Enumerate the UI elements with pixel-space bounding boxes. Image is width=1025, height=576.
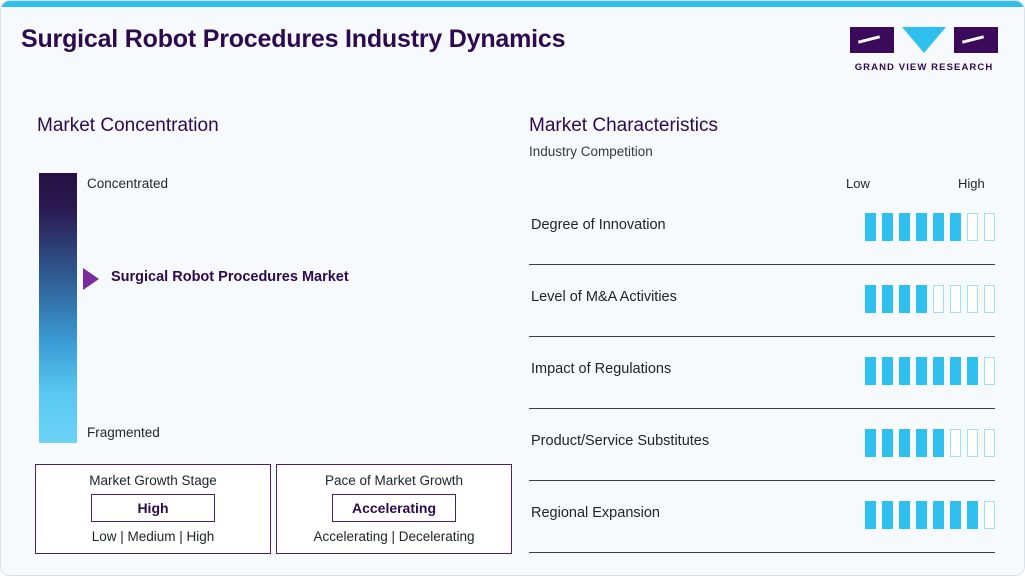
rating-pip-filled bbox=[916, 213, 927, 241]
rating-pip-empty bbox=[984, 213, 995, 241]
logo-marks bbox=[850, 27, 998, 57]
characteristic-row bbox=[529, 193, 995, 265]
rating-pip-filled bbox=[882, 285, 893, 313]
logo-box-left-icon bbox=[850, 27, 894, 53]
rating-pip-filled bbox=[933, 213, 944, 241]
rating-pip-filled bbox=[933, 429, 944, 457]
characteristic-label: Impact of Regulations bbox=[531, 361, 672, 377]
rating-pip-filled bbox=[899, 501, 910, 529]
market-position-label: Surgical Robot Procedures Market bbox=[111, 269, 349, 285]
top-accent-bar bbox=[1, 1, 1025, 7]
rating-pip-filled bbox=[933, 501, 944, 529]
characteristic-rating-pips bbox=[865, 357, 995, 385]
concentration-bottom-label: Fragmented bbox=[87, 425, 160, 440]
scale-high-label: High bbox=[958, 176, 985, 191]
characteristic-rating-pips bbox=[865, 213, 995, 241]
rating-pip-empty bbox=[950, 429, 961, 457]
characteristic-label: Regional Expansion bbox=[531, 505, 660, 521]
scale-low-label: Low bbox=[846, 176, 870, 191]
rating-pip-filled bbox=[933, 357, 944, 385]
characteristic-row bbox=[529, 337, 995, 409]
pace-of-growth-header: Pace of Market Growth bbox=[324, 473, 464, 488]
rating-pip-filled bbox=[865, 501, 876, 529]
characteristic-label: Degree of Innovation bbox=[531, 217, 666, 233]
characteristic-row bbox=[529, 409, 995, 481]
rating-pip-empty bbox=[967, 429, 978, 457]
concentration-top-label: Concentrated bbox=[87, 176, 169, 191]
market-concentration-title: Market Concentration bbox=[37, 115, 219, 136]
rating-pip-filled bbox=[882, 357, 893, 385]
rating-pip-filled bbox=[882, 213, 893, 241]
pace-of-growth-card bbox=[276, 464, 512, 554]
market-characteristics-subtitle: Industry Competition bbox=[529, 144, 653, 159]
characteristic-label: Product/Service Substitutes bbox=[531, 433, 710, 449]
rating-pip-empty bbox=[984, 501, 995, 529]
pace-of-growth-options: Accelerating | Decelerating bbox=[313, 529, 475, 544]
rating-pip-empty bbox=[950, 285, 961, 313]
characteristic-rating-pips bbox=[865, 429, 995, 457]
rating-pip-filled bbox=[967, 357, 978, 385]
rating-pip-filled bbox=[865, 285, 876, 313]
market-characteristics-title: Market Characteristics bbox=[529, 115, 718, 136]
market-growth-stage-value: High bbox=[91, 494, 215, 522]
market-position-marker-icon bbox=[83, 268, 99, 290]
rating-pip-filled bbox=[882, 429, 893, 457]
rating-pip-empty bbox=[984, 357, 995, 385]
pace-of-growth-value: Accelerating bbox=[332, 494, 456, 522]
logo-box-right-icon bbox=[954, 27, 998, 53]
rating-pip-filled bbox=[882, 501, 893, 529]
rating-pip-filled bbox=[967, 501, 978, 529]
rating-pip-filled bbox=[899, 357, 910, 385]
characteristic-rating-pips bbox=[865, 285, 995, 313]
rating-pip-filled bbox=[865, 213, 876, 241]
rating-pip-empty bbox=[984, 429, 995, 457]
rating-pip-filled bbox=[950, 213, 961, 241]
characteristic-rating-pips bbox=[865, 501, 995, 529]
brand-logo bbox=[850, 27, 998, 73]
rating-pip-filled bbox=[916, 285, 927, 313]
logo-triangle-icon bbox=[902, 27, 946, 53]
rating-pip-filled bbox=[899, 429, 910, 457]
rating-pip-filled bbox=[916, 501, 927, 529]
rating-pip-empty bbox=[933, 285, 944, 313]
rating-pip-filled bbox=[899, 213, 910, 241]
rating-pip-filled bbox=[899, 285, 910, 313]
rating-pip-empty bbox=[984, 285, 995, 313]
rating-pip-filled bbox=[916, 429, 927, 457]
page-title: Surgical Robot Procedures Industry Dynamics bbox=[21, 25, 566, 53]
rating-pip-filled bbox=[916, 357, 927, 385]
market-growth-stage-header: Market Growth Stage bbox=[89, 473, 217, 488]
rating-pip-filled bbox=[865, 357, 876, 385]
market-growth-stage-options: Low | Medium | High bbox=[91, 529, 215, 544]
characteristic-row bbox=[529, 265, 995, 337]
rating-pip-filled bbox=[865, 429, 876, 457]
market-growth-stage-card bbox=[35, 464, 271, 554]
characteristic-row bbox=[529, 481, 995, 553]
characteristic-label: Level of M&A Activities bbox=[531, 289, 677, 305]
concentration-gradient-bar bbox=[39, 173, 77, 443]
rating-pip-filled bbox=[950, 501, 961, 529]
rating-pip-empty bbox=[967, 285, 978, 313]
rating-pip-filled bbox=[950, 357, 961, 385]
rating-pip-empty bbox=[967, 213, 978, 241]
logo-text: GRAND VIEW RESEARCH bbox=[854, 62, 994, 73]
